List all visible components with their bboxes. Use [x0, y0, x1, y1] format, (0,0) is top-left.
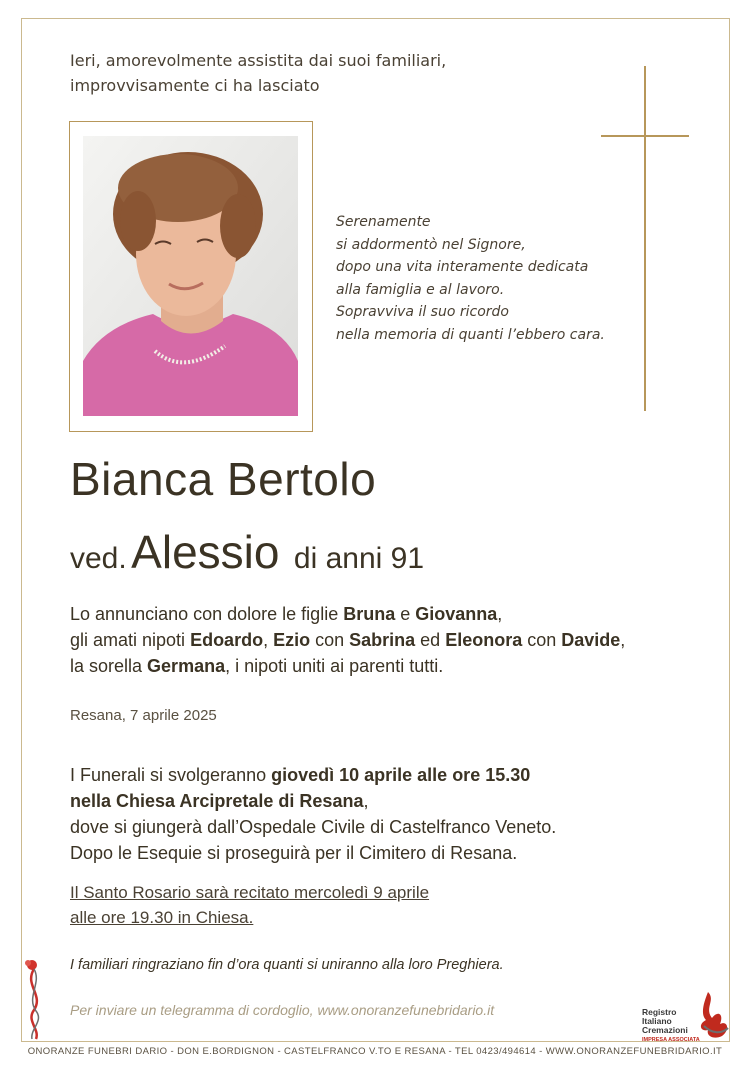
- funeral-line-3: dove si giungerà dall’Ospedale Civile di Castelfranco Veneto.: [70, 817, 557, 837]
- place-date: Resana, 7 aprile 2025: [70, 707, 217, 724]
- quote-block: [336, 211, 605, 346]
- cross-icon-bar: [601, 135, 689, 137]
- quote-line: nella memoria di quanti l’ebbero cara.: [336, 326, 605, 343]
- deceased-married-name-line: [70, 524, 424, 592]
- rosary-line-2: alle ore 19.30 in Chiesa.: [70, 908, 254, 927]
- funeral-details: [70, 762, 556, 866]
- funeral-line-2: nella Chiesa Arcipretale di Resana,: [70, 791, 369, 811]
- telegram-link[interactable]: Per inviare un telegramma di cordoglio, www.onoranzefunebridario.it: [70, 1002, 495, 1018]
- rosary-notice: [70, 880, 429, 930]
- intro-text: [70, 48, 446, 98]
- deceased-age: di anni 91: [293, 542, 425, 575]
- quote-line: dopo una vita interamente dedicata: [336, 259, 589, 275]
- announcement-line-3: la sorella Germana, i nipoti uniti ai parenti tutti.: [70, 656, 444, 676]
- cross-icon: [644, 66, 646, 411]
- thanks-text: I familiari ringraziano fin d’ora quanti si uniranno alla loro Preghiera.: [70, 957, 504, 973]
- portrait-photo: [83, 136, 298, 416]
- intro-line-1: Ieri, amorevolmente assistita dai suoi familiari,: [70, 51, 447, 70]
- announcement: [70, 601, 625, 679]
- announcement-line-1: Lo annunciano con dolore le figlie Bruna e Giovanna,: [70, 604, 503, 624]
- footer-contact: ONORANZE FUNEBRI DARIO - DON E.BORDIGNON - CASTELFRANCO V.TO E RESANA - TEL 0423/494614 - WWW.ONORANZEFUNEBRIDARIO.IT: [27, 1046, 723, 1057]
- registro-subtitle: IMPRESA ASSOCIATA: [642, 1037, 700, 1043]
- quote-line: Serenamente: [336, 214, 431, 230]
- funeral-line-1: I Funerali si svolgeranno giovedì 10 aprile alle ore 15.30: [70, 765, 531, 785]
- widow-prefix: ved.: [70, 542, 127, 575]
- announcement-line-2: gli amati nipoti Edoardo, Ezio con Sabrina ed Eleonora con Davide,: [70, 630, 626, 650]
- quote-line: Sopravviva il suo ricordo: [336, 304, 509, 320]
- rosary-line-1: Il Santo Rosario sarà recitato mercoledì 9 aprile: [70, 883, 430, 902]
- funeral-line-4: Dopo le Esequie si proseguirà per il Cimitero di Resana.: [70, 843, 518, 863]
- registro-cremazioni-logo: [638, 990, 733, 1042]
- quote-line: si addormentò nel Signore,: [336, 236, 526, 253]
- quote-line: alla famiglia e al lavoro.: [336, 281, 505, 298]
- married-surname: Alessio: [131, 526, 280, 578]
- flower-ribbon-emblem-icon: [22, 955, 48, 1040]
- deceased-name: Bianca Bertolo: [70, 453, 377, 505]
- registro-text: Registro Italiano Cremazioni: [642, 1007, 688, 1035]
- intro-line-2: improvvisamente ci ha lasciato: [70, 76, 320, 95]
